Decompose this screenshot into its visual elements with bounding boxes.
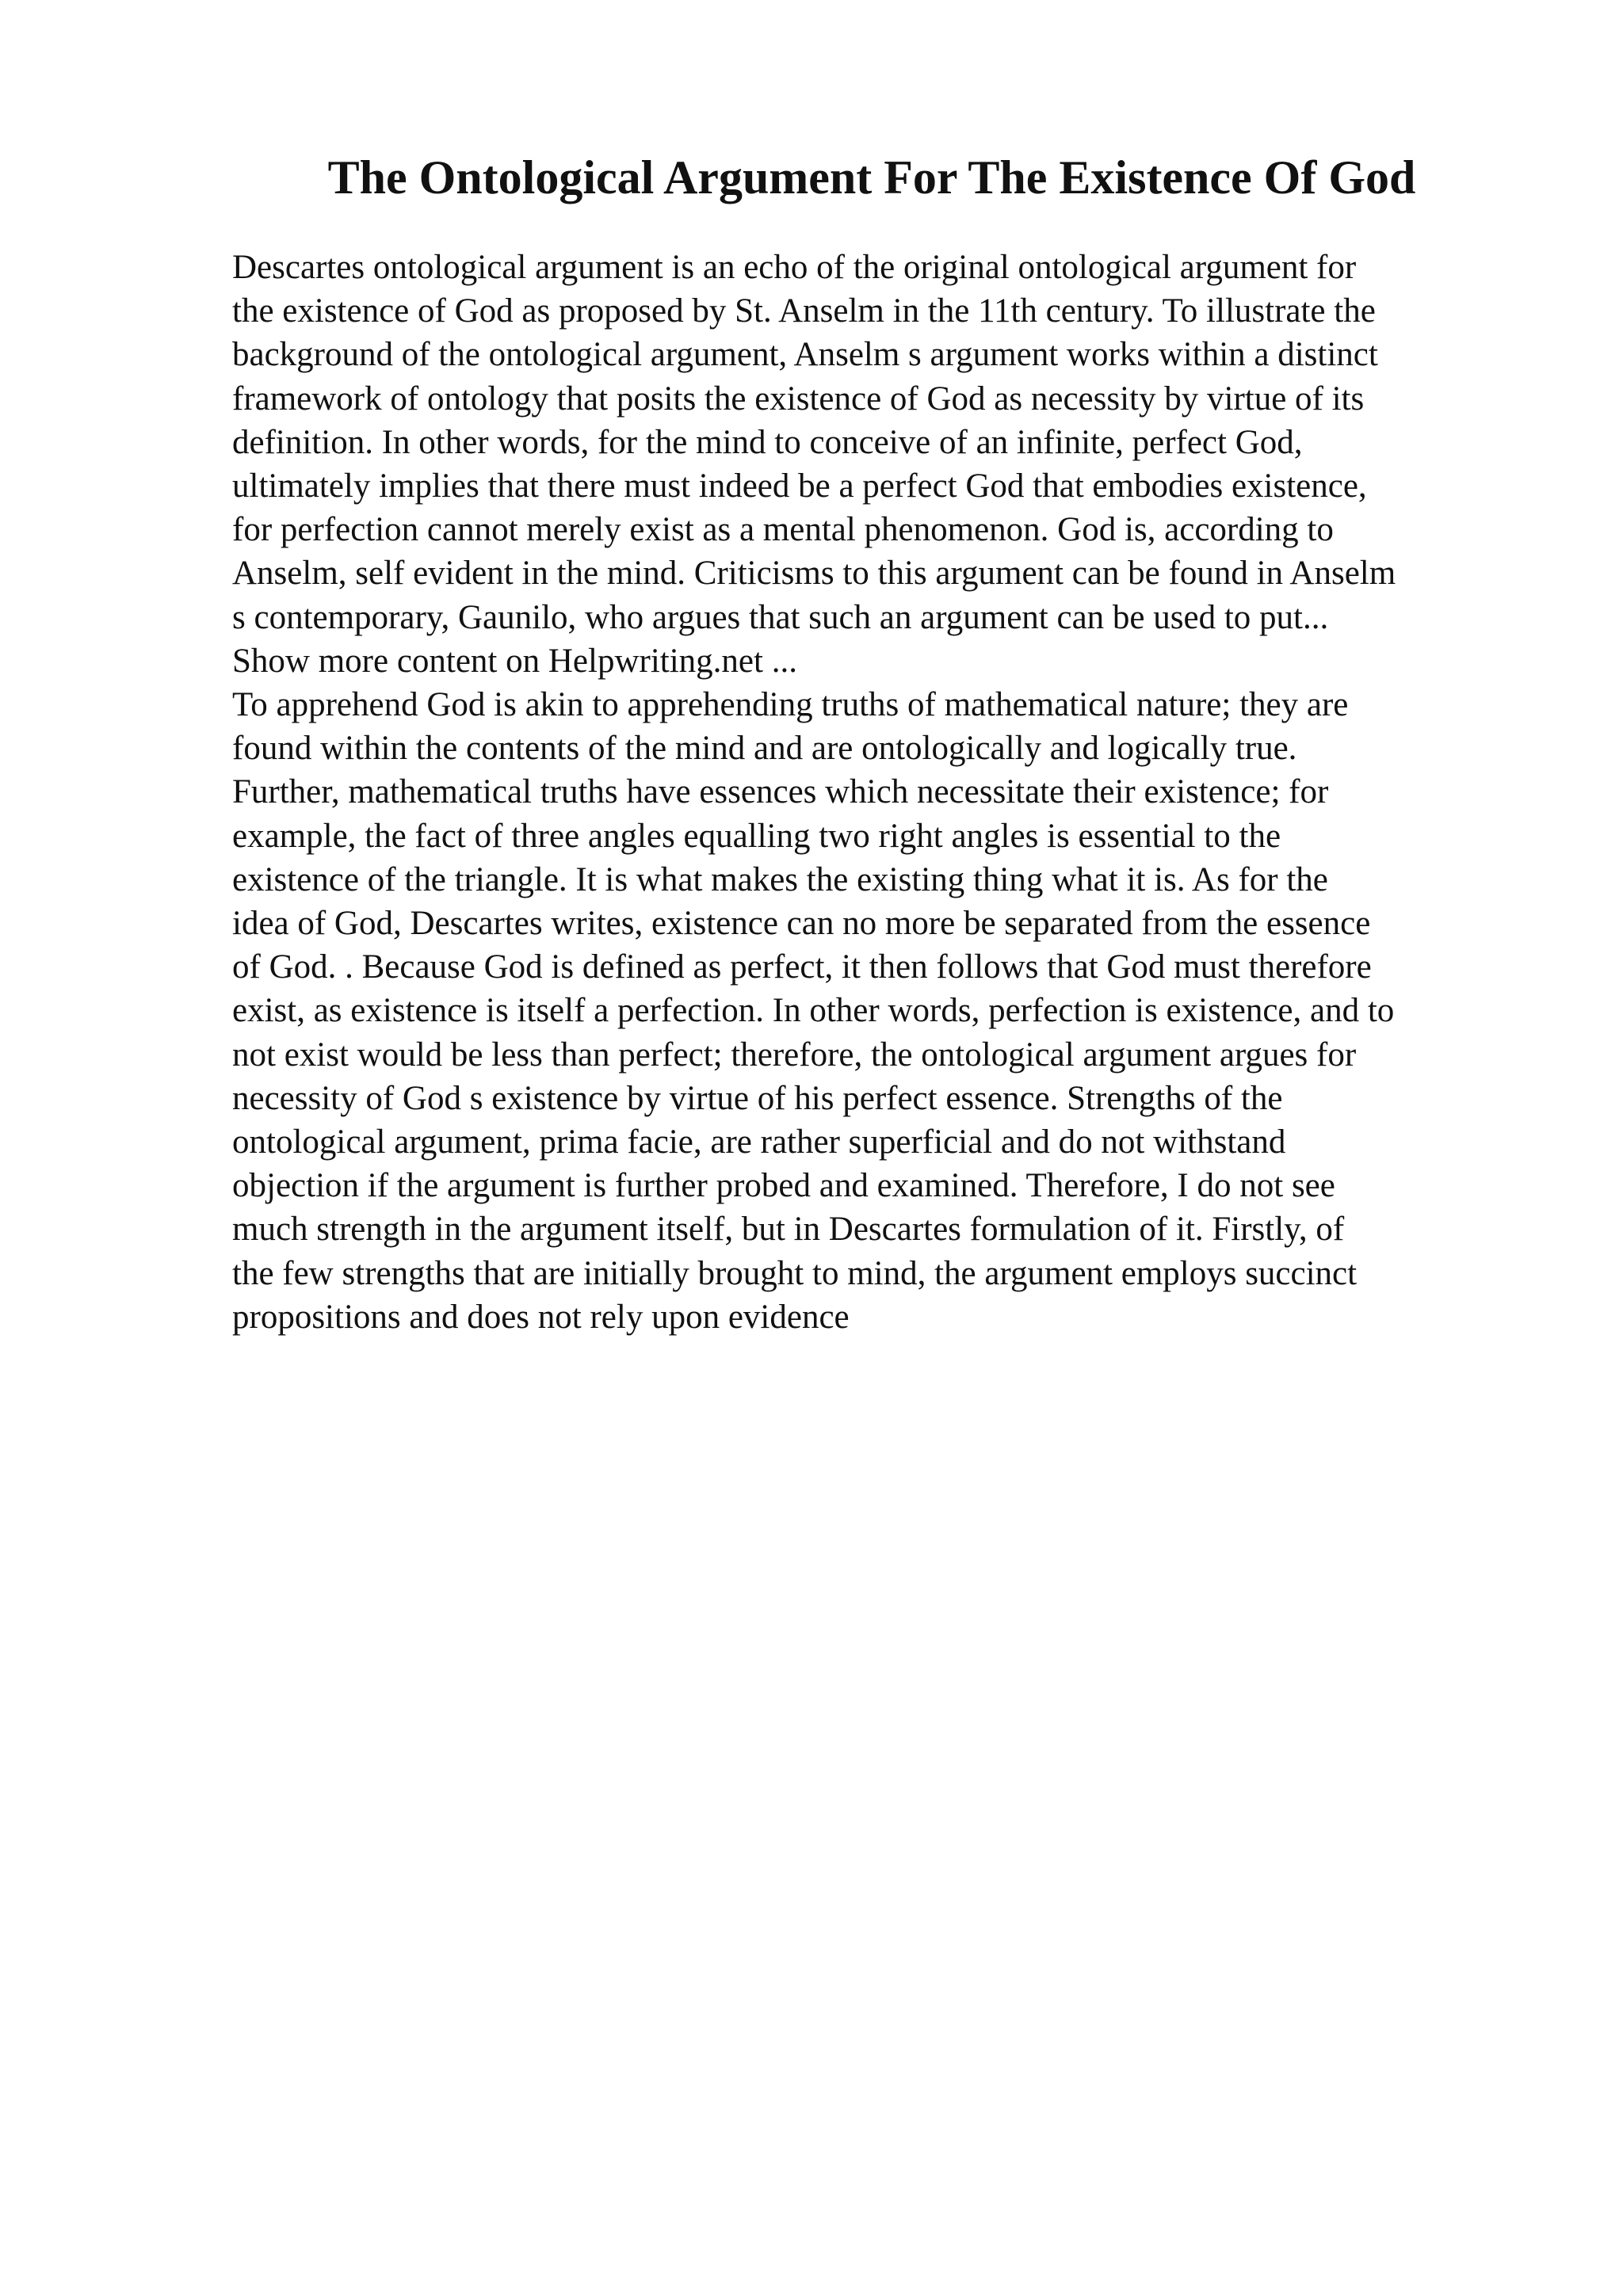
- body-line: found within the contents of the mind and are ontologically and logically true.: [232, 730, 1297, 768]
- document-title: The Ontological Argument For The Existence Of God: [327, 151, 1416, 204]
- body-line: Further, mathematical truths have essences which necessitate their existence; for: [232, 773, 1329, 811]
- body-line: existence of the triangle. It is what makes the existing thing what it is. As for the: [232, 860, 1328, 898]
- body-line: ontological argument, prima facie, are rather superficial and do not withstand: [232, 1123, 1286, 1161]
- body-line: idea of God, Descartes writes, existence can no more be separated from the essence: [232, 905, 1371, 943]
- body-line: propositions and does not rely upon evidence: [232, 1298, 850, 1336]
- body-line: the existence of God as proposed by St. Anselm in the 11th century. To illustrate the: [232, 292, 1376, 330]
- body-line: for perfection cannot merely exist as a mental phenomenon. God is, according to: [232, 511, 1334, 549]
- body-line: To apprehend God is akin to apprehending truths of mathematical nature; they are: [232, 686, 1349, 724]
- body-line: Anselm, self evident in the mind. Criticisms to this argument can be found in Anselm: [232, 555, 1396, 593]
- body-line: not exist would be less than perfect; therefore, the ontological argument argues for: [232, 1035, 1357, 1074]
- body-line: ultimately implies that there must indeed be a perfect God that embodies existence,: [232, 467, 1367, 505]
- body-line: s contemporary, Gaunilo, who argues that such an argument can be used to put...: [232, 598, 1329, 636]
- body-line: necessity of God s existence by virtue of his perfect essence. Strengths of the: [232, 1079, 1283, 1117]
- body-line: Descartes ontological argument is an echo of the original ontological argument for: [232, 249, 1357, 286]
- body-line: exist, as existence is itself a perfection. In other words, perfection is existence, and to: [232, 992, 1395, 1030]
- body-line: much strength in the argument itself, but in Descartes formulation of it. Firstly, of: [232, 1211, 1345, 1249]
- body-line: objection if the argument is further probed and examined. Therefore, I do not see: [232, 1167, 1335, 1205]
- body-line: definition. In other words, for the mind to conceive of an infinite, perfect God,: [232, 423, 1303, 461]
- show-more-link[interactable]: Show more content on Helpwriting.net ...: [232, 642, 797, 680]
- body-line: the few strengths that are initially brought to mind, the argument employs succinct: [232, 1254, 1358, 1292]
- body-line: example, the fact of three angles equalling two right angles is essential to the: [232, 817, 1281, 855]
- body-line: framework of ontology that posits the existence of God as necessity by virtue of its: [232, 379, 1365, 418]
- body-line: background of the ontological argument, Anselm s argument works within a distinct: [232, 336, 1378, 374]
- document-body: [232, 246, 1516, 1339]
- body-line: of God. . Because God is defined as perfect, it then follows that God must therefore: [232, 948, 1372, 986]
